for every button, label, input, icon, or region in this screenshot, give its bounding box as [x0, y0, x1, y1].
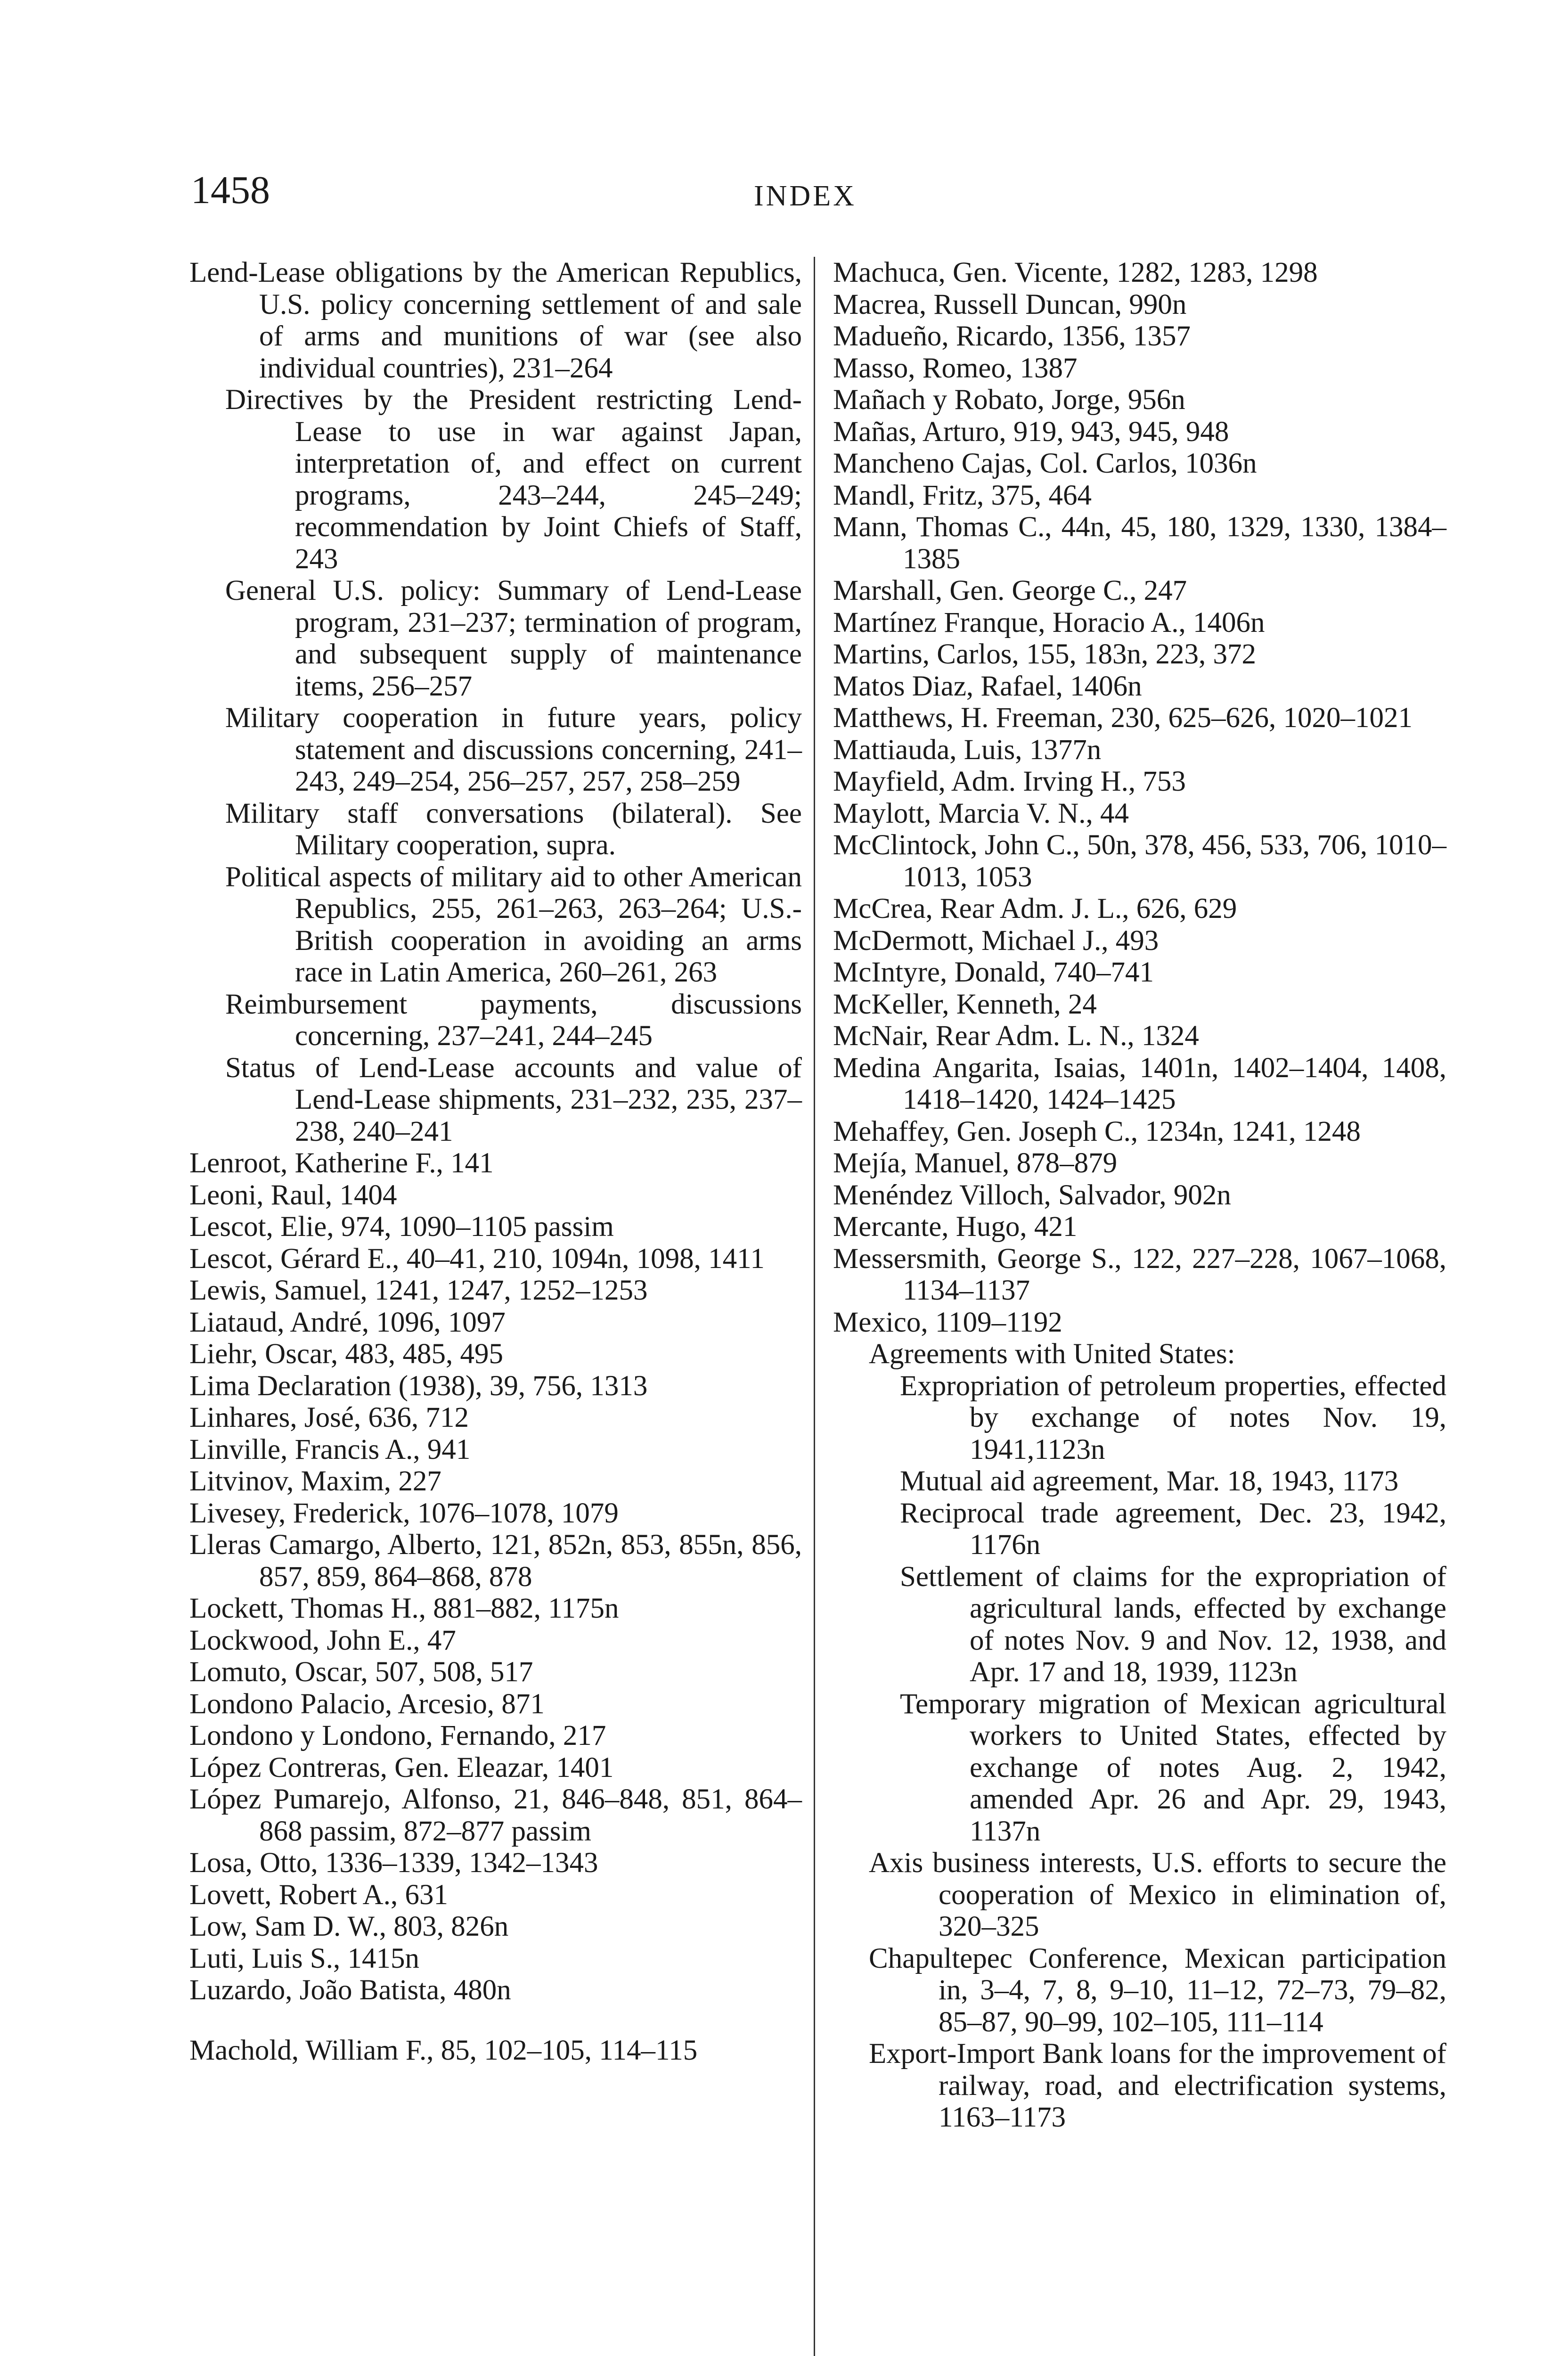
index-entry: Martins, Carlos, 155, 183n, 223, 372 — [833, 638, 1257, 670]
index-entry: Mexico, 1109–1192 — [833, 1306, 1062, 1338]
index-entry: Lockett, Thomas H., 881–882, 1175n — [189, 1593, 619, 1624]
index-entry: Mañas, Arturo, 919, 943, 945, 948 — [833, 416, 1229, 448]
index-subentry: Export-Import Bank loans for the improvement of railway, road, and electrification systems, 1163–1173 — [869, 2038, 1446, 2133]
column-divider — [814, 257, 815, 2356]
index-entry: Mancheno Cajas, Col. Carlos, 1036n — [833, 448, 1257, 479]
left-index-column — [189, 257, 802, 2066]
index-subentry: Mutual aid agreement, Mar. 18, 1943, 1173 — [900, 1465, 1399, 1497]
index-entry: Linhares, José, 636, 712 — [189, 1402, 469, 1433]
index-entry: Matos Diaz, Rafael, 1406n — [833, 670, 1142, 702]
index-entry: McClintock, John C., 50n, 378, 456, 533, 706, 1010–1013, 1053 — [833, 829, 1446, 893]
index-entry: López Contreras, Gen. Eleazar, 1401 — [189, 1751, 614, 1783]
running-head: INDEX — [754, 180, 857, 212]
index-entry: Lockwood, John E., 47 — [189, 1624, 456, 1656]
index-entry: Lend-Lease obligations by the American Republics, U.S. policy concerning settlement of and sale of arms and munitions of war (see also individual countries), 231–264 — [189, 257, 802, 384]
index-entry: Lomuto, Oscar, 507, 508, 517 — [189, 1656, 533, 1688]
index-entry: Madueño, Ricardo, 1356, 1357 — [833, 320, 1191, 352]
index-entry: Lenroot, Katherine F., 141 — [189, 1147, 494, 1179]
index-subentry: Axis business interests, U.S. efforts to secure the cooperation of Mexico in elimination of, 320–325 — [869, 1847, 1446, 1942]
index-subentry: Military cooperation in future years, policy statement and discussions concerning, 241–243, 249–254, 256–257, 257, 258–259 — [225, 702, 802, 797]
index-subentry: Political aspects of military aid to other American Republics, 255, 261–263, 263–264; U.S.-British cooperation in avoiding an arms race in Latin America, 260–261, 263 — [225, 861, 802, 988]
index-entry: Luzardo, João Batista, 480n — [189, 1974, 511, 2006]
index-entry: Liataud, André, 1096, 1097 — [189, 1306, 506, 1338]
index-entry: Londono y Londono, Fernando, 217 — [189, 1720, 606, 1751]
index-subentry: General U.S. policy: Summary of Lend-Lease program, 231–237; termination of program, and subsequent supply of maintenance items, 256–257 — [225, 575, 802, 702]
index-entry: Lewis, Samuel, 1241, 1247, 1252–1253 — [189, 1275, 648, 1306]
index-entry: McIntyre, Donald, 740–741 — [833, 957, 1154, 988]
index-entry: McCrea, Rear Adm. J. L., 626, 629 — [833, 893, 1237, 924]
index-entry: Medina Angarita, Isaias, 1401n, 1402–1404, 1408, 1418–1420, 1424–1425 — [833, 1052, 1446, 1115]
index-entry: Linville, Francis A., 941 — [189, 1433, 471, 1465]
entry-spacer — [189, 2006, 802, 2035]
index-entry: Messersmith, George S., 122, 227–228, 1067–1068, 1134–1137 — [833, 1243, 1446, 1306]
index-subentry: Directives by the President restricting Lend-Lease to use in war against Japan, interpretation of, and effect on current programs, 243–244, 245–249; recommendation by Joint Chiefs of Staff, 243 — [225, 384, 802, 575]
index-entry: Mehaffey, Gen. Joseph C., 1234n, 1241, 1248 — [833, 1115, 1361, 1147]
index-entry: Lima Declaration (1938), 39, 756, 1313 — [189, 1370, 648, 1402]
index-entry: McKeller, Kenneth, 24 — [833, 988, 1097, 1020]
index-entry: Mattiauda, Luis, 1377n — [833, 734, 1102, 766]
index-entry: McNair, Rear Adm. L. N., 1324 — [833, 1020, 1199, 1052]
index-subentry: Chapultepec Conference, Mexican participation in, 3–4, 7, 8, 9–10, 11–12, 72–73, 79–82, 85–87, 90–99, 102–105, 111–114 — [869, 1942, 1446, 2038]
index-subentry: Temporary migration of Mexican agricultural workers to United States, effected by exchange of notes Aug. 2, 1942, amended Apr. 26 and Apr. 29, 1943, 1137n — [900, 1688, 1446, 1847]
index-entry: Mandl, Fritz, 375, 464 — [833, 479, 1092, 511]
index-entry: Londono Palacio, Arcesio, 871 — [189, 1688, 545, 1720]
index-entry: Masso, Romeo, 1387 — [833, 352, 1078, 384]
index-entry: Liehr, Oscar, 483, 485, 495 — [189, 1338, 503, 1370]
index-entry: Mañach y Robato, Jorge, 956n — [833, 384, 1185, 416]
index-entry: Leoni, Raul, 1404 — [189, 1179, 397, 1211]
index-entry: Maylott, Marcia V. N., 44 — [833, 797, 1129, 829]
page-number: 1458 — [191, 168, 270, 212]
index-subentry: Agreements with United States: — [869, 1338, 1235, 1370]
index-entry: Machold, William F., 85, 102–105, 114–115 — [189, 2034, 698, 2066]
index-entry: Lovett, Robert A., 631 — [189, 1879, 448, 1911]
right-index-column — [833, 257, 1446, 2134]
index-entry: Mann, Thomas C., 44n, 45, 180, 1329, 1330, 1384–1385 — [833, 511, 1446, 575]
index-entry: Mercante, Hugo, 421 — [833, 1211, 1078, 1243]
index-entry: Marshall, Gen. George C., 247 — [833, 575, 1187, 606]
index-entry: Menéndez Villoch, Salvador, 902n — [833, 1179, 1231, 1211]
index-entry: Mejía, Manuel, 878–879 — [833, 1147, 1118, 1179]
index-entry: Lescot, Elie, 974, 1090–1105 passim — [189, 1211, 614, 1243]
index-entry: Luti, Luis S., 1415n — [189, 1942, 420, 1974]
index-entry: Machuca, Gen. Vicente, 1282, 1283, 1298 — [833, 257, 1318, 288]
index-entry: McDermott, Michael J., 493 — [833, 924, 1159, 957]
index-entry: Livesey, Frederick, 1076–1078, 1079 — [189, 1497, 619, 1529]
index-subentry: Reciprocal trade agreement, Dec. 23, 1942, 1176n — [900, 1497, 1446, 1561]
index-subentry: Military staff conversations (bilateral). See Military cooperation, supra. — [225, 797, 802, 861]
index-subentry: Expropriation of petroleum properties, effected by exchange of notes Nov. 19, 1941,1123n — [900, 1370, 1446, 1465]
index-entry: Matthews, H. Freeman, 230, 625–626, 1020–1021 — [833, 702, 1413, 734]
index-entry: Low, Sam D. W., 803, 826n — [189, 1911, 509, 1942]
index-subentry: Settlement of claims for the expropriation of agricultural lands, effected by exchange of notes Nov. 9 and Nov. 12, 1938, and Apr. 17 and 18, 1939, 1123n — [900, 1561, 1446, 1688]
index-entry: Mayfield, Adm. Irving H., 753 — [833, 766, 1186, 797]
index-entry: Lescot, Gérard E., 40–41, 210, 1094n, 1098, 1411 — [189, 1243, 765, 1275]
index-entry: López Pumarejo, Alfonso, 21, 846–848, 851, 864–868 passim, 872–877 passim — [189, 1783, 802, 1847]
index-subentry: Status of Lend-Lease accounts and value of Lend-Lease shipments, 231–232, 235, 237–238, 240–241 — [225, 1052, 802, 1147]
index-subentry: Reimbursement payments, discussions concerning, 237–241, 244–245 — [225, 988, 802, 1052]
index-entry: Litvinov, Maxim, 227 — [189, 1465, 441, 1497]
index-entry: Lleras Camargo, Alberto, 121, 852n, 853, 855n, 856, 857, 859, 864–868, 878 — [189, 1529, 802, 1593]
index-entry: Macrea, Russell Duncan, 990n — [833, 288, 1187, 320]
index-entry: Martínez Franque, Horacio A., 1406n — [833, 606, 1265, 638]
index-entry: Losa, Otto, 1336–1339, 1342–1343 — [189, 1847, 598, 1879]
